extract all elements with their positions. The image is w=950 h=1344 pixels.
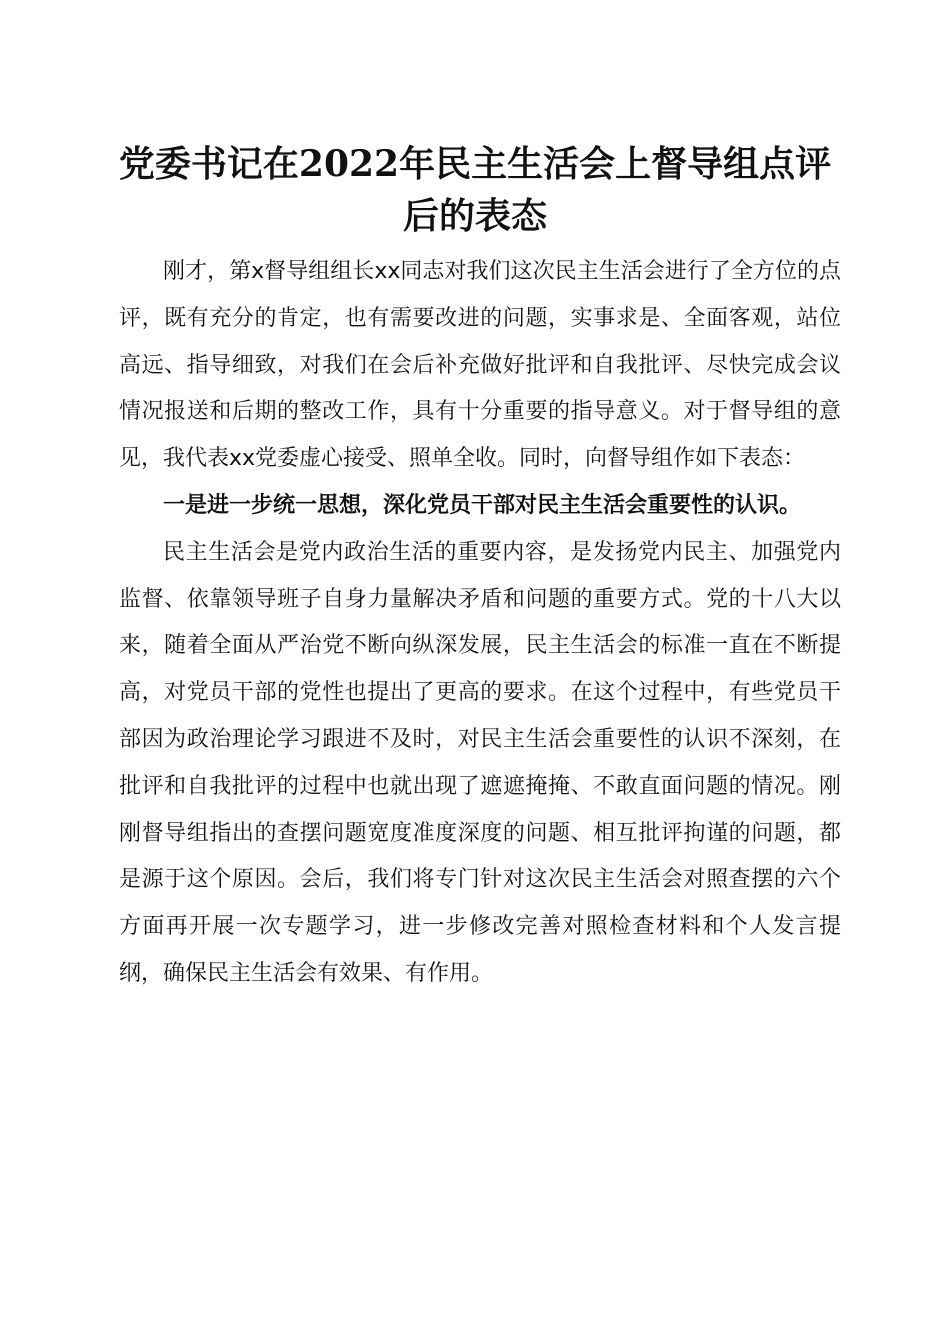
paragraph-intro: 刚才，第x督导组组长xx同志对我们这次民主生活会进行了全方位的点评，既有充分的肯定，也有需要改进的问题，实事求是、全面客观，站位高远、指导细致，对我们在会后补充做好批评和自我批评、尽快完成会议情况报送和后期的整改工作，具有十分重要的指导意义。对于督导组的意见，我代表xx党委虚心接受、照单全收。同时，向督导组作如下表态： [119, 259, 841, 472]
title-line-2: 后的表态 [402, 195, 547, 237]
title-line-1: 党委书记在2022年民主生活会上督导组点评 [118, 143, 832, 185]
paragraph-section-heading: 一是进一步统一思想，深化党员干部对民主生活会重要性的认识。 [163, 492, 802, 518]
document-body [119, 249, 841, 998]
document-title [100, 138, 850, 242]
paragraph-section-body: 民主生活会是党内政治生活的重要内容，是发扬党内民主、加强党内监督、依靠领导班子自身力量解决矛盾和问题的重要方式。党的十八大以来，随着全面从严治党不断向纵深发展，民主生活会的标准一直在不断提高，对党员干部的党性也提出了更高的要求。在这个过程中，有些党员干部因为政治理论学习跟进不及时，对民主生活会重要性的认识不深刻，在批评和自我批评的过程中也就出现了遮遮掩掩、不敢直面问题的情况。刚刚督导组指出的查摆问题宽度准度深度的问题、相互批评拘谨的问题，都是源于这个原因。会后，我们将专门针对这次民主生活会对照查摆的六个方面再开展一次专题学习，进一步修改完善对照检查材料和个人发言提纲，确保民主生活会有效果、有作用。 [119, 539, 841, 986]
